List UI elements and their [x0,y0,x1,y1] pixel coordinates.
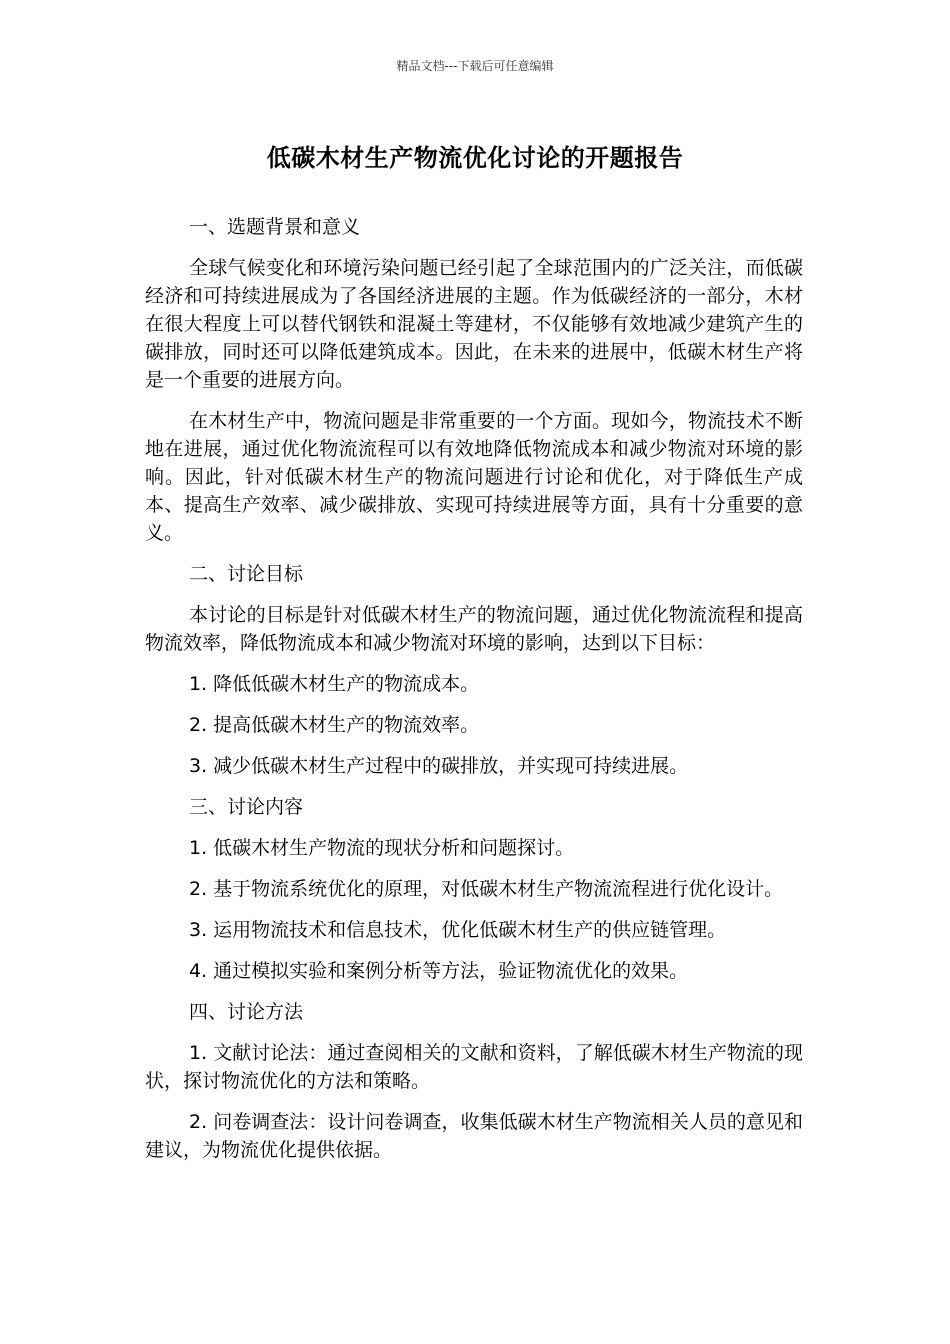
paragraph-background-1: 全球气候变化和环境污染问题已经引起了全球范围内的广泛关注，而低碳经济和可持续进展成为了各国经济进展的主题。作为低碳经济的一部分，木材在很大程度上可以替代钢铁和混凝土等建材，不仅能够有效地减少建筑产生的碳排放，同时还可以降低建筑成本。因此，在未来的进展中，低碳木材生产将是一个重要的进展方向。 [145,257,803,391]
document-title: 低碳木材生产物流优化讨论的开题报告 [266,144,684,172]
method-item-2: 2. 问卷调查法：设计问卷调查，收集低碳木材生产物流相关人员的意见和建议，为物流优化提供依据。 [145,1111,803,1161]
content-item-3: 3. 运用物流技术和信息技术，优化低碳木材生产的供应链管理。 [189,919,727,941]
content-item-2: 2. 基于物流系统优化的原理，对低碳木材生产物流流程进行优化设计。 [189,878,784,900]
method-item-1: 1. 文献讨论法：通过查阅相关的文献和资料，了解低碳木材生产物流的现状，探讨物流优化的方法和策略。 [145,1042,803,1092]
goal-item-3: 3. 减少低碳木材生产过程中的碳排放，并实现可持续进展。 [189,755,689,777]
section-heading-content: 三、讨论内容 [189,796,304,818]
section-heading-background: 一、选题背景和意义 [189,216,361,238]
goal-item-1: 1. 降低低碳木材生产的物流成本。 [189,673,480,695]
content-item-1: 1. 低碳木材生产物流的现状分析和问题探讨。 [189,837,575,859]
goal-item-2: 2. 提高低碳木材生产的物流效率。 [189,714,480,736]
page-header: 精品文档---下载后可任意编辑 [396,59,554,73]
document-body [145,213,803,1177]
section-heading-methods: 四、讨论方法 [189,1001,304,1023]
section-heading-goals: 二、讨论目标 [189,563,304,585]
content-item-4: 4. 通过模拟实验和案例分析等方法，验证物流优化的效果。 [189,960,689,982]
paragraph-goals: 本讨论的目标是针对低碳木材生产的物流问题，通过优化物流流程和提高物流效率，降低物流成本和减少物流对环境的影响，达到以下目标： [145,604,803,654]
paragraph-background-2: 在木材生产中，物流问题是非常重要的一个方面。现如今，物流技术不断地在进展，通过优化物流流程可以有效地降低物流成本和减少物流对环境的影响。因此，针对低碳木材生产的物流问题进行讨论和优化，对于降低生产成本、提高生产效率、减少碳排放、实现可持续进展等方面，具有十分重要的意义。 [145,410,803,544]
